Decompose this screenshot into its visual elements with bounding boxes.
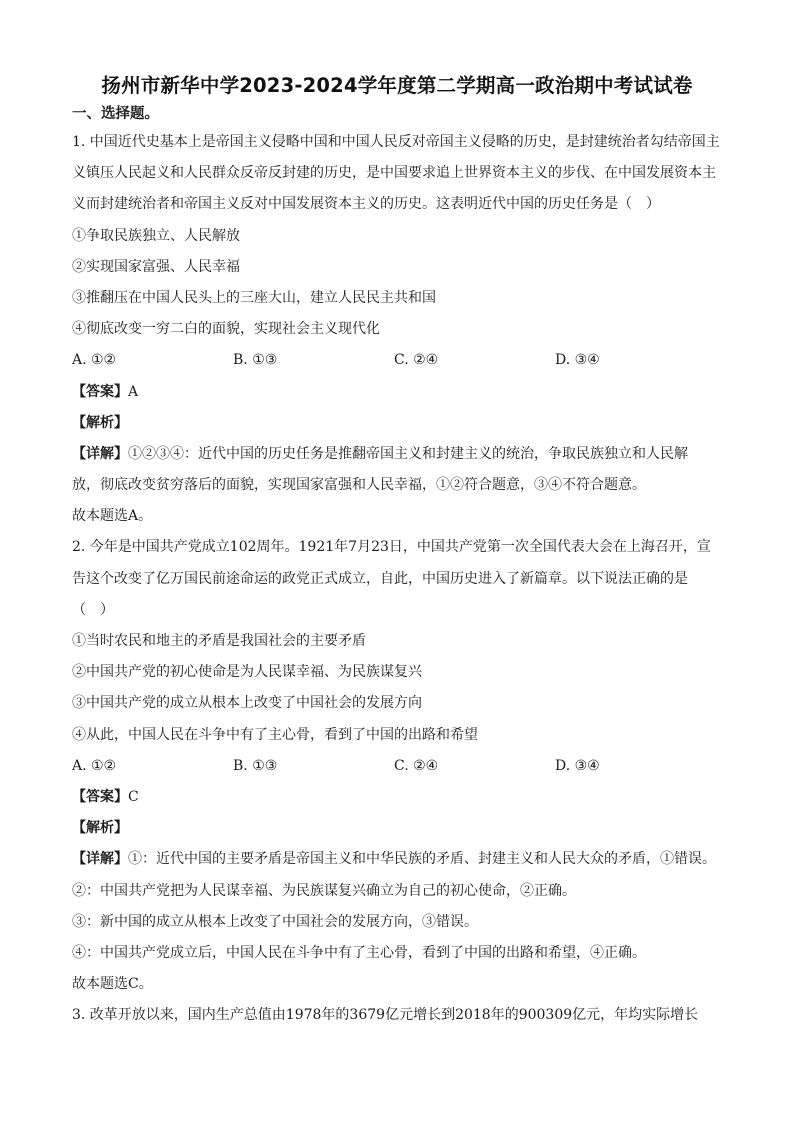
statement-item: ①争取民族独立、人民解放 [72, 227, 240, 244]
detail-line: 故本题选A。 [72, 508, 153, 525]
question-stem-line: 2. 今年是中国共产党成立102周年。1921年7月23日，中国共产党第一次全国代表大会在上海召开，宣 [72, 539, 711, 556]
question-stem-line: 义镇压人民起义和人民群众反帝反封建的历史，是中国要求追上世界资本主义的步伐、在中国发展资本主 [72, 165, 716, 182]
detail-line: 故本题选C。 [72, 976, 153, 993]
section-heading: 一、选择题。 [72, 106, 159, 122]
answer-tag: 【答案】 [72, 788, 128, 805]
detail-text: ①②③④：近代中国的历史任务是推翻帝国主义和封建主义的统治，争取民族独立和人民解 [128, 445, 688, 462]
detail-line: ②：中国共产党把为人民谋幸福、为民族谋复兴确立为自己的初心使命，②正确。 [72, 882, 576, 899]
answer-line [72, 782, 722, 813]
detail-line: ④：中国共产党成立后，中国人民在斗争中有了主心骨，看到了中国的出路和希望，④正确。 [72, 944, 646, 961]
statement-item: ②中国共产党的初心使命是为人民谋幸福、为民族谋复兴 [72, 664, 422, 681]
statement-item: ②实现国家富强、人民幸福 [72, 258, 240, 275]
answer-value: C [128, 788, 139, 805]
question-stem-line: 3. 改革开放以来，国内生产总值由1978年的3679亿元增长到2018年的900309亿元，年均实际增长 [72, 1007, 699, 1024]
question-1 [72, 127, 722, 532]
detail-line: 放，彻底改变贫穷落后的面貌，实现国家富强和人民幸福，①②符合题意，③④不符合题意。 [72, 477, 646, 494]
statement-item: ①当时农民和地主的矛盾是我国社会的主要矛盾 [72, 633, 366, 649]
exam-title: 扬州市新华中学2023-2024学年度第二学期高一政治期中考试试卷 [101, 74, 693, 97]
statement-item: ④从此，中国人民在斗争中有了主心骨，看到了中国的出路和希望 [72, 726, 478, 743]
detail-line: ③：新中国的成立从根本上改变了中国社会的发展方向，③错误。 [72, 913, 478, 930]
option-a: A. ①② [72, 352, 117, 369]
question-stem-line: （ ） [72, 601, 114, 618]
option-b: B. ①③ [233, 757, 278, 774]
answer-options [72, 751, 722, 782]
analysis-tag: 【解析】 [72, 820, 128, 837]
analysis-line [72, 813, 722, 844]
detail-tag: 【详解】 [72, 445, 128, 462]
question-stem-line: 告这个改变了亿万国民前途命运的政党正式成立，自此，中国历史进入了新篇章。以下说法正确的是 [72, 570, 688, 587]
option-b: B. ①③ [233, 352, 278, 369]
detail-tag: 【详解】 [72, 851, 128, 868]
answer-tag: 【答案】 [72, 383, 128, 400]
analysis-tag: 【解析】 [72, 414, 128, 431]
statement-item: ③中国共产党的成立从根本上改变了中国社会的发展方向 [72, 695, 422, 712]
option-a: A. ①② [72, 757, 117, 774]
analysis-line [72, 408, 722, 439]
statement-item: ④彻底改变一穷二白的面貌，实现社会主义现代化 [72, 321, 380, 338]
question-3 [72, 1000, 722, 1031]
option-d: D. ③④ [555, 757, 600, 774]
answer-line [72, 377, 722, 408]
question-stem-line: 义而封建统治者和帝国主义反对中国发展资本主义的历史。这表明近代中国的历史任务是（ ） [72, 196, 660, 213]
option-c: C. ②④ [394, 352, 439, 369]
question-stem-line: 1. 中国近代史基本上是帝国主义侵略中国和中国人民反对帝国主义侵略的历史，是封建统治者勾结帝国主 [72, 134, 720, 150]
question-2 [72, 532, 722, 1000]
option-d: D. ③④ [555, 352, 600, 369]
detail-line [72, 844, 722, 875]
option-c: C. ②④ [394, 757, 439, 774]
statement-item: ③推翻压在中国人民头上的三座大山，建立人民民主共和国 [72, 289, 436, 306]
exam-content [72, 103, 722, 1031]
answer-value: A [128, 383, 139, 400]
detail-line [72, 439, 722, 470]
detail-text: ①：近代中国的主要矛盾是帝国主义和中华民族的矛盾、封建主义和人民大众的矛盾，①错误。 [128, 851, 716, 868]
answer-options [72, 345, 722, 376]
